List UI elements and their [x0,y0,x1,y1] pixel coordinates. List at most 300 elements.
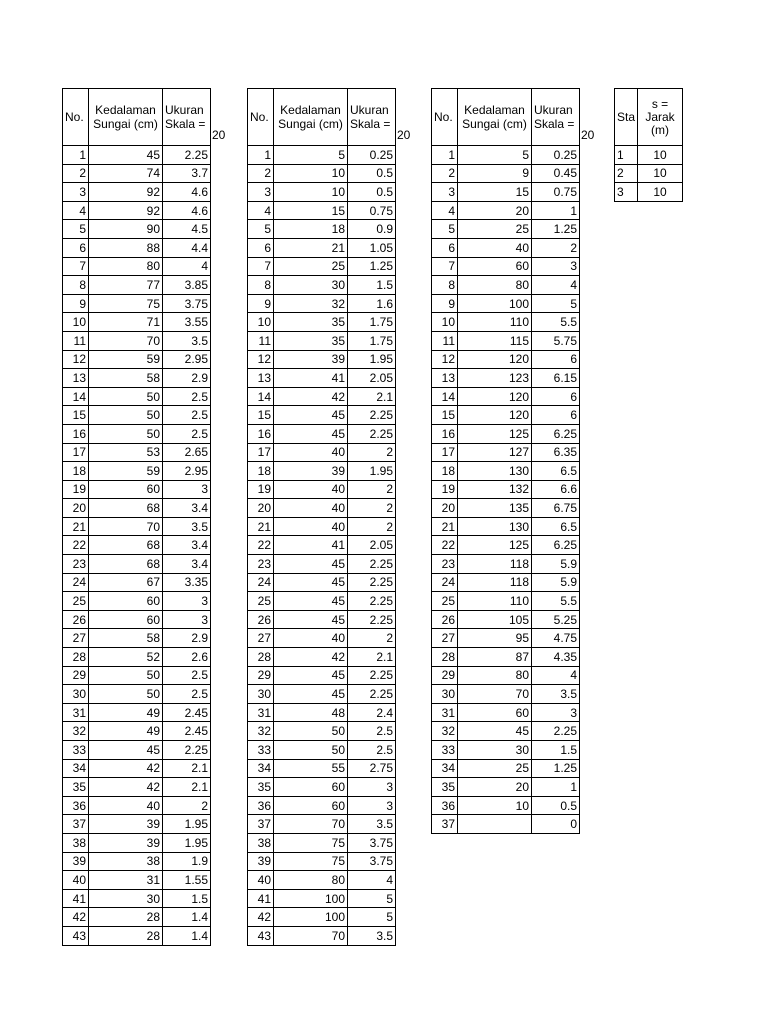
cell-depth: 68 [89,499,163,518]
cell-no: 20 [248,499,274,518]
cell-depth: 45 [274,592,348,611]
cell-no: 39 [248,852,274,871]
cell-no: 14 [432,387,458,406]
table-row [432,796,580,815]
table-row [63,926,211,945]
cell-scale: 1.55 [163,871,211,890]
cell-scale: 5.75 [532,331,580,350]
cell-depth: 100 [274,908,348,927]
cell-no: 43 [248,926,274,945]
table-row [432,331,580,350]
cell-scale: 5 [348,908,396,927]
cell-scale: 2.5 [163,387,211,406]
cell-depth: 60 [89,480,163,499]
table-row [248,424,396,443]
cell-scale: 4.6 [163,183,211,202]
cell-depth: 60 [89,592,163,611]
table-row [248,871,396,890]
table-row [432,592,580,611]
cell-scale: 2.1 [163,778,211,797]
cell-no: 22 [432,536,458,555]
cell-scale: 3.75 [348,833,396,852]
cell-depth: 60 [89,610,163,629]
cell-depth: 28 [89,908,163,927]
cell-scale: 6 [532,387,580,406]
table-row [248,833,396,852]
cell-scale: 5.5 [532,313,580,332]
col-depth-header: Kedalaman Sungai (cm) [89,89,163,146]
cell-no: 37 [432,815,458,834]
cell-scale: 3.75 [348,852,396,871]
cell-no: 27 [63,629,89,648]
cell-scale: 2.6 [163,648,211,667]
table-row [248,480,396,499]
table-row [432,146,580,165]
table-row [63,796,211,815]
table-row [63,666,211,685]
cell-no: 19 [63,480,89,499]
table-row [63,871,211,890]
cell-scale: 1.75 [348,331,396,350]
cell-depth: 80 [89,257,163,276]
cell-scale: 6.5 [532,462,580,481]
cell-no: 24 [432,573,458,592]
cell-no: 9 [248,294,274,313]
cell-scale: 4 [348,871,396,890]
cell-depth: 70 [89,517,163,536]
cell-scale: 3.4 [163,499,211,518]
cell-no: 33 [63,741,89,760]
table-row [248,369,396,388]
cell-scale: 0 [532,815,580,834]
table-row [63,424,211,443]
cell-no: 7 [432,257,458,276]
cell-scale: 2 [348,480,396,499]
col-distance-header: s = Jarak (m) [638,89,683,146]
table-row [248,350,396,369]
cell-no: 6 [248,238,274,257]
cell-scale: 3 [163,592,211,611]
table-row [63,889,211,908]
cell-scale: 1.5 [532,741,580,760]
cell-scale: 2.5 [348,741,396,760]
cell-depth: 59 [89,350,163,369]
cell-no: 13 [248,369,274,388]
cell-depth: 40 [274,480,348,499]
cell-scale: 6.15 [532,369,580,388]
cell-depth: 40 [274,629,348,648]
cell-no: 7 [63,257,89,276]
table-row [248,629,396,648]
cell-no: 15 [248,406,274,425]
cell-depth: 71 [89,313,163,332]
cell-depth: 30 [89,889,163,908]
cell-no: 38 [63,833,89,852]
cell-depth: 92 [89,183,163,202]
cell-scale: 1.95 [163,833,211,852]
cell-scale: 1 [532,201,580,220]
cell-scale: 2.95 [163,462,211,481]
cell-scale: 2.25 [348,685,396,704]
cell-no: 1 [248,146,274,165]
table-row [63,555,211,574]
cell-no: 15 [432,406,458,425]
table-row [615,146,683,165]
table-row [63,294,211,313]
cell-scale: 0.5 [348,183,396,202]
cell-depth: 127 [458,443,532,462]
cell-depth: 53 [89,443,163,462]
cell-scale: 0.5 [532,796,580,815]
cell-depth: 120 [458,406,532,425]
cell-depth: 41 [274,536,348,555]
cell-depth: 130 [458,517,532,536]
cell-depth: 120 [458,350,532,369]
cell-scale: 4.5 [163,220,211,239]
col-no-header: No. [63,89,89,146]
cell-depth: 15 [458,183,532,202]
table-row [432,220,580,239]
cell-no: 32 [432,722,458,741]
cell-depth: 60 [274,778,348,797]
cell-depth: 67 [89,573,163,592]
table-row [432,629,580,648]
cell-scale: 2.5 [163,666,211,685]
cell-no: 4 [248,201,274,220]
table-row [432,741,580,760]
cell-no: 30 [248,685,274,704]
cell-depth: 10 [458,796,532,815]
cell-depth: 25 [458,759,532,778]
cell-scale: 3 [163,480,211,499]
cell-scale: 2.25 [163,146,211,165]
cell-depth: 48 [274,703,348,722]
cell-scale: 2.95 [163,350,211,369]
cell-scale: 0.75 [532,183,580,202]
cell-distance: 10 [638,183,683,202]
cell-depth: 39 [274,462,348,481]
cell-depth: 125 [458,424,532,443]
table-row [63,759,211,778]
table-row [248,796,396,815]
cell-depth: 80 [458,276,532,295]
cell-depth: 52 [89,648,163,667]
cell-scale: 2.5 [163,685,211,704]
table-row [432,164,580,183]
table-row [248,703,396,722]
col-no-header: No. [432,89,458,146]
cell-depth: 18 [274,220,348,239]
cell-depth: 50 [89,406,163,425]
cell-depth: 118 [458,555,532,574]
cell-no: 10 [432,313,458,332]
table-row [432,536,580,555]
table-row [432,201,580,220]
cell-no: 8 [63,276,89,295]
cell-scale: 6 [532,350,580,369]
cell-depth: 118 [458,573,532,592]
cell-no: 3 [63,183,89,202]
table-row [432,759,580,778]
cell-scale: 2 [348,517,396,536]
table-row [63,499,211,518]
cell-no: 30 [63,685,89,704]
cell-sta: 3 [615,183,638,202]
cell-scale: 1.95 [348,350,396,369]
cell-no: 31 [432,703,458,722]
table-row [248,220,396,239]
table-row [432,517,580,536]
table-row [63,443,211,462]
cell-depth: 90 [89,220,163,239]
cell-no: 5 [248,220,274,239]
table-row [248,759,396,778]
cell-no: 22 [248,536,274,555]
cell-scale: 4 [532,276,580,295]
cell-no: 43 [63,926,89,945]
table-row [248,183,396,202]
cell-depth: 60 [274,796,348,815]
table-row [248,536,396,555]
cell-scale: 2 [348,499,396,518]
col-no-header: No. [248,89,274,146]
scale-value: 20 [397,128,411,142]
table-row [248,146,396,165]
cell-scale: 5.9 [532,555,580,574]
cell-scale: 1.4 [163,908,211,927]
table-row [615,164,683,183]
cell-scale: 1.25 [532,759,580,778]
table-row [432,238,580,257]
cell-distance: 10 [638,146,683,165]
cell-depth: 35 [274,331,348,350]
cell-depth: 35 [274,313,348,332]
cell-scale: 2.25 [348,610,396,629]
cell-no: 29 [248,666,274,685]
cell-no: 11 [248,331,274,350]
cell-depth: 88 [89,238,163,257]
cell-scale: 0.5 [348,164,396,183]
cell-depth: 87 [458,648,532,667]
header-row [432,89,580,146]
cell-no: 42 [63,908,89,927]
cell-depth: 31 [89,871,163,890]
cell-no: 34 [63,759,89,778]
cell-scale: 6 [532,406,580,425]
cell-depth: 21 [274,238,348,257]
table-row [248,499,396,518]
cell-scale: 1.75 [348,313,396,332]
cell-depth: 115 [458,331,532,350]
table-row [248,517,396,536]
cell-scale: 6.75 [532,499,580,518]
cell-depth: 68 [89,555,163,574]
cell-scale: 2.9 [163,629,211,648]
table-row [432,462,580,481]
table-row [432,610,580,629]
cell-no: 6 [63,238,89,257]
cell-scale: 0.25 [348,146,396,165]
cell-no: 10 [63,313,89,332]
table-row [248,592,396,611]
cell-depth: 20 [458,778,532,797]
cell-depth: 70 [274,815,348,834]
cell-scale: 1.95 [348,462,396,481]
cell-scale: 0.75 [348,201,396,220]
table-row [432,183,580,202]
cell-no: 3 [248,183,274,202]
table-row [63,536,211,555]
cell-scale: 3 [348,778,396,797]
cell-scale: 3.4 [163,555,211,574]
cell-scale: 4 [532,666,580,685]
scale-value: 20 [212,128,226,142]
cell-scale: 3.4 [163,536,211,555]
table-row [432,685,580,704]
cell-depth: 45 [89,741,163,760]
cell-scale: 2.25 [348,406,396,425]
table-row [63,908,211,927]
cell-scale: 3.5 [163,331,211,350]
table-row [63,685,211,704]
table-row [432,480,580,499]
table-row [432,815,580,834]
table-row [432,722,580,741]
table-row [63,629,211,648]
cell-depth: 41 [274,369,348,388]
cell-scale: 2.45 [163,722,211,741]
cell-depth: 38 [89,852,163,871]
cell-no: 41 [248,889,274,908]
cell-depth: 45 [274,573,348,592]
table-row [248,685,396,704]
cell-scale: 4 [163,257,211,276]
cell-no: 32 [248,722,274,741]
cell-scale: 6.25 [532,536,580,555]
table-row [248,926,396,945]
cell-scale: 3.7 [163,164,211,183]
table-row [63,592,211,611]
table-row [248,815,396,834]
cell-depth: 5 [274,146,348,165]
depth-table-2 [247,88,396,946]
cell-no: 41 [63,889,89,908]
table-row [432,424,580,443]
cell-depth: 123 [458,369,532,388]
cell-depth: 45 [274,555,348,574]
cell-scale: 5.25 [532,610,580,629]
cell-scale: 1.9 [163,852,211,871]
cell-no: 4 [63,201,89,220]
cell-scale: 2.05 [348,536,396,555]
table-row [63,852,211,871]
cell-no: 17 [63,443,89,462]
cell-no: 19 [432,480,458,499]
cell-depth: 39 [89,815,163,834]
cell-depth: 58 [89,369,163,388]
cell-no: 28 [432,648,458,667]
table-row [432,573,580,592]
table-row [63,201,211,220]
table-row [615,183,683,202]
cell-no: 36 [63,796,89,815]
cell-depth: 42 [274,387,348,406]
cell-scale: 6.5 [532,517,580,536]
cell-scale: 1.4 [163,926,211,945]
cell-depth: 60 [458,703,532,722]
table-row [432,778,580,797]
table-row [63,406,211,425]
cell-scale: 5.5 [532,592,580,611]
cell-scale: 2.1 [348,387,396,406]
table-row [248,573,396,592]
cell-scale: 0.25 [532,146,580,165]
table-row [63,183,211,202]
scale-value: 20 [581,128,595,142]
table-row [248,294,396,313]
cell-no: 16 [432,424,458,443]
cell-scale: 3.35 [163,573,211,592]
cell-no: 5 [432,220,458,239]
table-row [63,350,211,369]
cell-scale: 5.9 [532,573,580,592]
table-row [432,276,580,295]
cell-no: 24 [248,573,274,592]
cell-scale: 1.6 [348,294,396,313]
table-row [248,406,396,425]
cell-depth: 42 [89,759,163,778]
table-row [63,462,211,481]
col-scale-header: Ukuran Skala = [163,89,211,146]
cell-distance: 10 [638,164,683,183]
cell-depth: 45 [274,406,348,425]
cell-depth: 50 [274,722,348,741]
cell-depth: 80 [458,666,532,685]
cell-no: 35 [432,778,458,797]
cell-no: 13 [432,369,458,388]
cell-depth: 45 [274,666,348,685]
table-row [248,741,396,760]
cell-depth: 50 [89,685,163,704]
cell-no: 36 [432,796,458,815]
cell-no: 23 [63,555,89,574]
cell-no: 17 [432,443,458,462]
cell-scale: 2.1 [163,759,211,778]
cell-scale: 2.25 [348,592,396,611]
cell-scale: 3.5 [348,926,396,945]
cell-no: 35 [248,778,274,797]
cell-depth: 40 [274,517,348,536]
cell-depth: 50 [274,741,348,760]
table-row [432,499,580,518]
cell-sta: 2 [615,164,638,183]
cell-depth: 100 [458,294,532,313]
cell-depth: 25 [458,220,532,239]
cell-depth: 28 [89,926,163,945]
cell-scale: 2.75 [348,759,396,778]
cell-no: 23 [248,555,274,574]
header-row [248,89,396,146]
table-row [63,369,211,388]
cell-depth: 45 [274,424,348,443]
cell-no: 31 [63,703,89,722]
cell-no: 8 [248,276,274,295]
table-row [248,238,396,257]
cell-scale: 2.25 [532,722,580,741]
cell-depth: 30 [458,741,532,760]
depth-table-3 [431,88,580,834]
table-row [248,610,396,629]
